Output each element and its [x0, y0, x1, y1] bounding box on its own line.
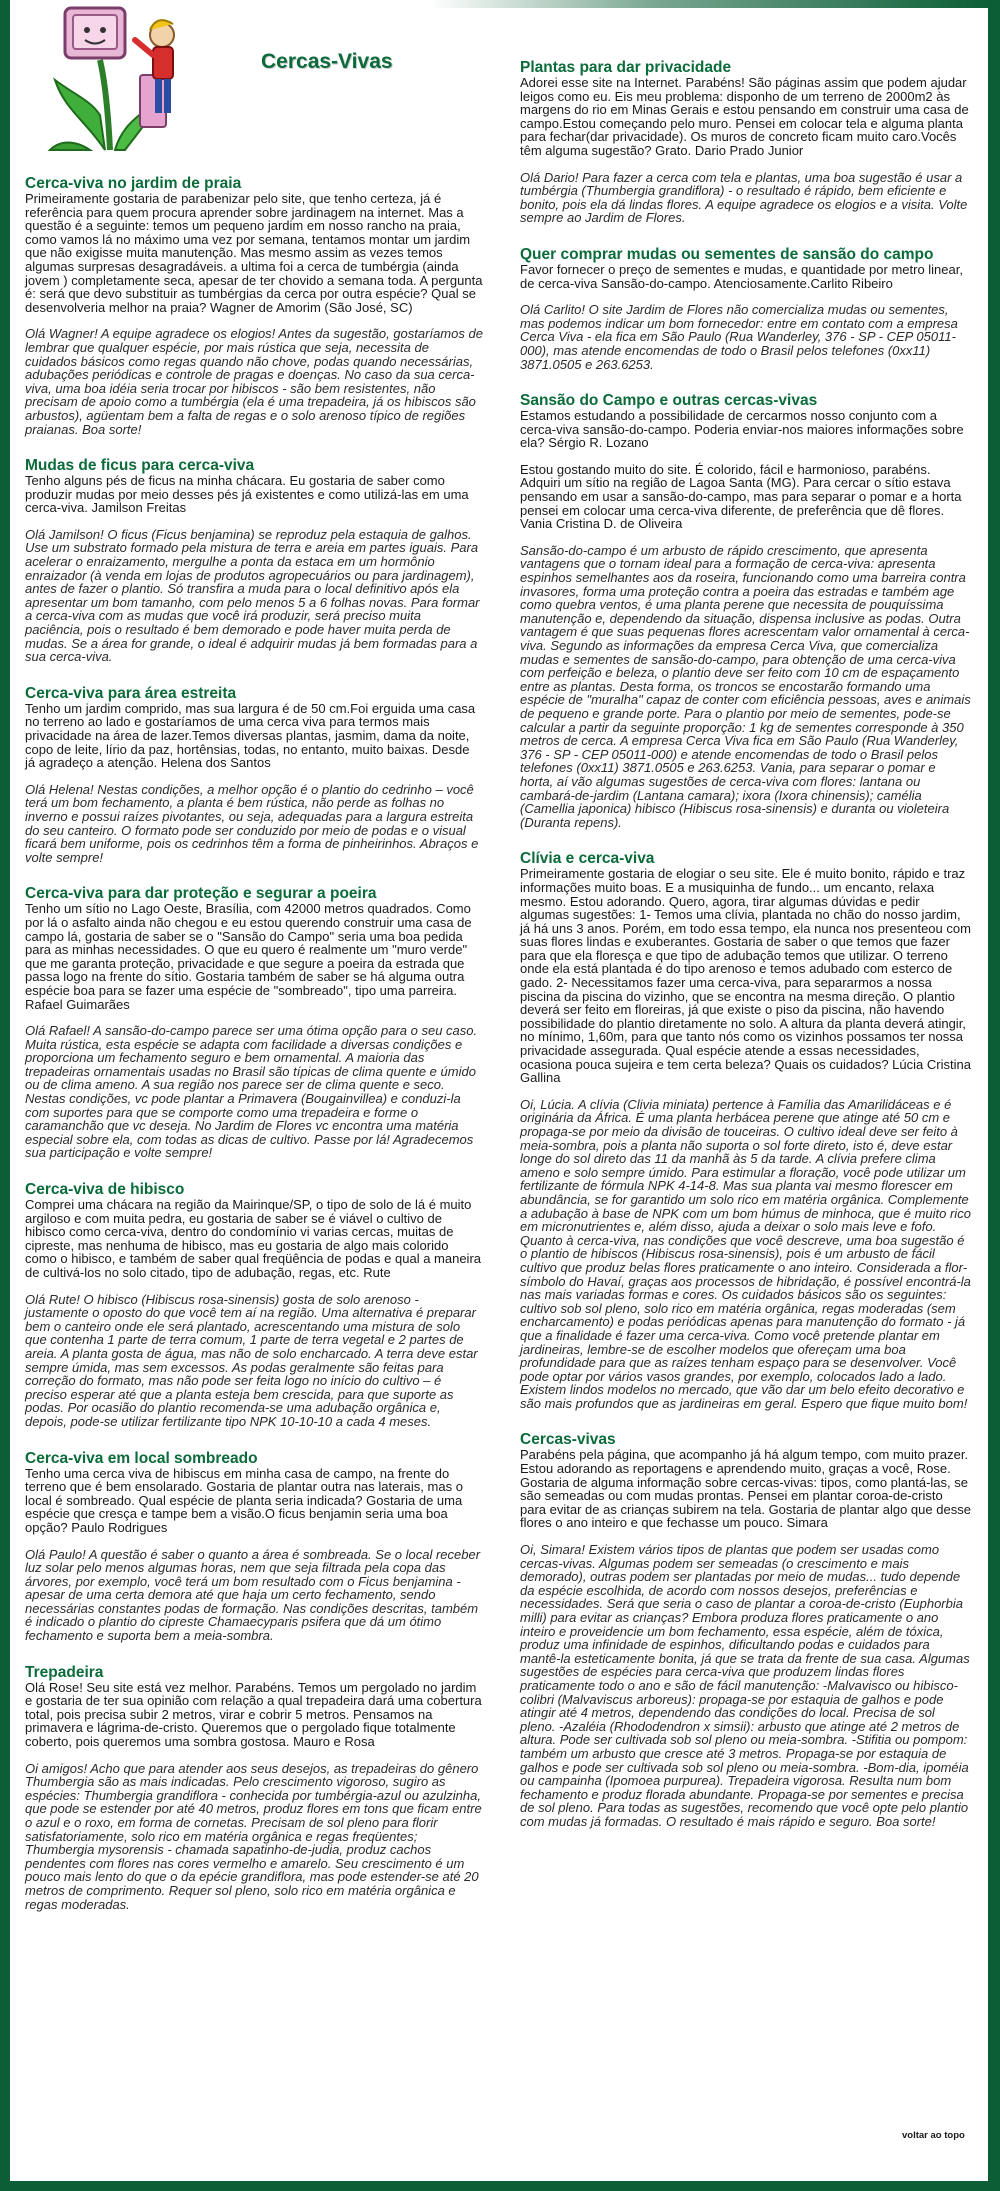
reader-question: Favor fornecer o preço de sementes e mudas, e quantidade por metro linear, de cerca-viva Sansão-do-campo. Atenciosamente.Carlito Ribeiro [520, 261, 963, 291]
article-title: Sansão do Campo e outras cercas-vivas [520, 392, 818, 410]
back-to-top-link[interactable]: voltar ao topo [902, 2130, 965, 2141]
reader-question: Estou gostando muito do site. É colorido, fácil e harmonioso, parabéns. Adquiri um sítio na região de Lagoa Santa (MG). Para cercar o sítio estava pensando em usar a sansão-do-campo, mas para separar o pomar e a horta pensei em colocar uma cerca-viva diferente, de preferência que dê flores. Vania Cristina D. de Oliveira [520, 461, 962, 532]
article-title: Cerca-viva em local sombreado [25, 1449, 258, 1467]
editor-answer: Olá Helena! Nestas condições, a melhor opção é o plantio do cedrinho – você terá um bom fechamento, a planta é bem rústica, não perde as folhas no inverno e possui raízes pivotantes, ou seja, adequadas para a largura estreita do seu canteiro. O formato pode ser conduzido por meio de podas e o visual ficará bem uniforme, pois os cedrinhos têm a forma de pinheirinhos. Abraços e volte sempre! [25, 781, 479, 865]
reader-question: Tenho uma cerca viva de hibiscus em minha casa de campo, na frente do terreno que é bem ensolarado. Gostaria de plantar outra nas laterais, mas o local é sombreado. Qual espécie de planta seria indicada? Gostaria de uma espécie que cresça e tampe bem a visão.O ficus benjamin seria uma boa opção? Paulo Rodrigues [25, 1465, 463, 1535]
article-cerca-viva-para-dar-protecao-e-segurar-a-poeira [25, 886, 483, 1160]
article-title: Cerca-viva de hibisco [25, 1181, 185, 1199]
reader-question: Estamos estudando a possibilidade de cercarmos nosso conjunto com a cerca-viva sansão-do-campo. Poderia enviar-nos maiores informações sobre ela? Sérgio R. Lozano [520, 408, 964, 451]
article-title: Mudas de ficus para cerca-viva [25, 457, 255, 475]
frame-left [0, 0, 10, 2191]
editor-answer: Olá Rafael! A sansão-do-campo parece ser uma ótima opção para o seu caso. Muita rústica, esta espécie se adapta com facilidade a diversas condições e proporciona um fechamento seguro e bem ornamental. A maioria das trepadeiras ornamentais usadas no Brasil são típicas de clima quente e úmido ou de clima ameno. A sua região nos parece ser de clima quente e seco. Nestas condições, vc pode plantar a Primavera (Bougainvillea) e conduzi-la com suportes para que se comporte como uma trepadeira e forme o caramanchão que vc deseja. No Jardim de Flores vc encontra uma matéria especial sobre ela, com todas as dicas de cultivo. Passe por lá! Agradecemos sua participação e volte sempre! [25, 1023, 478, 1161]
article-cerca-viva-no-jardim-de-praia [25, 176, 483, 436]
reader-question: Parabéns pela página, que acompanho já há algum tempo, com muito prazer. Estou adorando as reportagens e aprendendo muito, graças a você, Rose. Gostaria de alguma informação sobre cercas-vivas: tipos, como plantá-las, se são semeadas ou com mudas prontas. Pensei em plantar coroa-de-cristo para evitar de as crianças subirem na tela. Gostaria de plantar algo que desse flores o ano inteiro e que fechasse um pouco. Simara [520, 1447, 971, 1531]
article-cerca-viva-de-hibisco [25, 1182, 483, 1429]
article-title: Plantas para dar privacidade [520, 59, 732, 76]
left-column [25, 0, 483, 1933]
reader-question: Tenho um sítio no Lago Oeste, Brasília, com 42000 metros quadrados. Como por lá o asfalto ainda não chegou e eu estou querendo construir uma casa de campo lá, gostaria de saber se o "Sansão do Campo" seria uma boa pedida para as minhas necessidades. O que eu quero é realmente um "muro verde" que me garanta proteção, privacidade e que segure a poeira da estrada que passa logo na frente do sítio. Gostaria também de saber se há alguma outra espécie boa para se fazer uma espécie de "sombreado", tipo uma parreira. Rafael Guimarães [25, 901, 472, 1012]
editor-answer: Olá Paulo! A questão é saber o quanto a área é sombreada. Se o local receber luz solar pelo menos algumas horas, nem que seja filtrada pela copa das árvores, por exemplo, você terá um bom resultado com o Ficus benjamina - apesar de uma certa demora até que haja um certo fechamento, sendo necessárias constantes podas de formação. Nas condições descritas, também é indicado o plantio do cipreste Chamaecyparis psifera que dá um ótimo fechamento e suporta bem a meia-sombra. [25, 1546, 481, 1644]
editor-answer: Oi, Simara! Existem vários tipos de plantas que podem ser usadas como cercas-vivas. Algumas podem ser semeadas (o crescimento e mais demorado), outras podem ser plantadas por meio de mudas... tudo depende da espécie escolhida, de acordo com nossos desejos, preferências e necessidades. Será que seria o caso de plantar a coroa-de-cristo (Euphorbia milli) para evitar as crianças? Embora produza flores praticamente o ano inteiro e proveidencie um bom fechamento, essa espécie, além de tóxica, produz uma infinidade de espinhos, dificultando podas e cuidados para mantê-la esteticamente bonita, já que se trata da frente de sua casa. Algumas sugestões de espécies para cerca-viva que produzem lindas flores praticamente todo o ano e são de fácil manutenção: -Malvavisco ou hibisco-colibri (Malvaviscus arboreus): propaga-se por estaquia de galhos e pode atingir até 4 metros, dependendo das condições do local. Precisa de sol pleno. -Azaléia (Rhododendron x simsii): arbusto que atinge até 2 metros de altura. Pode ser cultivada sob sol pleno ou meia-sombra. -Stifitia ou pompom: também um arbusto que cresce até 3 metros. Propaga-se por estaquia de galhos e pode ser cultivada sob sol pleno ou meia-sombra. -Bom-dia, ipoméia ou campainha (Ipomoea purpurea). Trepadeira vigorosa. Resulta num bom fechamento e produz florada abundante. Propaga-se por sementes e precisa de sol pleno. Para todas as sugestões, recomendo que você opte pelo plantio com mudas já formadas. O resultado é mais rápido e seguro. Boa sorte! [520, 1542, 970, 1829]
article-trepadeira [25, 1665, 483, 1912]
editor-answer: Olá Jamilson! O ficus (Ficus benjamina) se reproduz pela estaquia de galhos. Use um substrato formado pela mistura de terra e areia em partes iguais. Para acelerar o enraizamento, mergulhe a ponta da estaca em um hormônio enraizador (à venda em lojas de produtos agropecuários ou para jardinagem), antes de fazer o plantio. Só transfira a muda para o local definitivo após ela apresentar um bom tamanho, com pelo menos 5 a 6 folhas novas. Para formar a cerca-viva com as mudas que você irá produzir, será preciso muita paciência, pois o resultado é bem demorado e pode haver muita perda de mudas. Se a área for grande, o ideal é adquirir mudas já bem formadas para a sua cerca-viva. [25, 526, 480, 665]
article-mudas-de-ficus-para-cerca-viva [25, 458, 483, 664]
editor-answer: Olá Carlito! O site Jardim de Flores não comercializa mudas ou sementes, mas podemos indicar um bom fornecedor: entre em contato com a empresa Cerca Viva - ela fica em São Paulo (Rua Wanderley, 376 - SP - CEP 05011-000), mas atende encomendas de todo o Brasil pelos telefones (0xx11) 3871.0505 e 263.6253. [520, 302, 958, 372]
editor-answer: Olá Dario! Para fazer a cerca com tela e plantas, uma boa sugestão é usar a tumbérgia (Thumbergia grandiflora) - o resultado é rápido, bem eficiente e bonito, pois ela dá lindas flores. A equipe agradece os elogios e a visita. Volte sempre ao Jardim de Flores. [520, 169, 968, 226]
reader-question: Primeiramente gostaria de elogiar o seu site. Ele é muito bonito, rápido e traz informações muito boas. E a musiquinha de fundo... um encanto, relaxa mesmo. Estou adorando. Quero, agora, tirar algumas dúvidas e pedir algumas sugestões: 1- Temos uma clívia, plantada no chão do nosso jardim, já há uns 3 anos. Porém, em todo essa tempo, ela nunca nos presenteou com suas flores lindas e exuberantes. Gostaria de saber o que temos que fazer para que ela floresça e que tipo de adubação temos que utilizar. O terreno onde ela está plantada é do tipo arenoso e temos adubado com esterco de gado. 2- Necessitamos fazer uma cerca-viva, para separarmos a nossa piscina da piscina do vizinho, que se encontra na mesma direção. O plantio deverá ser feito em floreiras, já que existe o piso da piscina, não havendo possibilidade do plantio diretamente no solo. A altura da planta deverá atingir, no mínimo, 1,60m, para que tanto nós como os vizinhos possamos ter nossa privacidade assegurada. Qual espécie atende a essas necessidades, ocasiona pouca sujeira e tem certa beleza? Quais os cuidados? Lúcia Cristina Gallina [520, 866, 971, 1086]
frame-right [988, 0, 1000, 2191]
site-title: Cercas-Vivas [261, 50, 393, 73]
article-title: Clívia e cerca-viva [520, 850, 655, 868]
editor-answer: Olá Wagner! A equipe agradece os elogios! Antes da sugestão, gostaríamos de lembrar que qualquer espécie, por mais rústica que seja, necessita de cuidados básicos como regas quando não chove, podas quando necessárias, adubações periódicas e controle de pragas e doenças. No caso da sua cerca-viva, uma boa idéia seria trocar por hibiscos - são bem resistentes, não precisam de apoio como a tumbérgia (ela é uma trepadeira, já os hibiscos são arbustos), agüentam bem a falta de regas e o solo arenoso típico de regiões praianas. Boa sorte! [25, 326, 483, 437]
article-title: Cercas-vivas [520, 1431, 616, 1449]
article-cercas-vivas [520, 1432, 972, 1828]
article-plantas-para-dar-privacidade [520, 60, 972, 225]
reader-question: Olá Rose! Seu site está vez melhor. Parabéns. Temos um pergolado no jardim e gostaria de ter sua opinião com relação a qual trepadeira dará uma cobertura total, pois precisa subir 2 metros, virar e cobrir 5 metros. Pensamos na primavera e lágrima-de-cristo. Queremos que o pergolado fique totalmente coberto, pois queremos uma sombra gostosa. Mauro e Rosa [25, 1679, 482, 1750]
article-cerca-viva-para-area-estreita [25, 686, 483, 865]
editor-answer: Oi, Lúcia. A clívia (Clivia miniata) pertence à Família das Amarilidáceas e é originária da África. É uma planta herbácea perene que atinge até 50 cm e propaga-se por meio da divisão de touceiras. O cultivo ideal deve ser feito à meia-sombra, pois a planta não suporta o sol forte direto, isto é, deve estar longe do sol direto das 11 da manhã às 5 da tarde. A clívia prefere clima ameno e solo sempre úmido. Para estimular a floração, você pode utilizar um fertilizante de fórmula NPK 4-14-8. Mas sua planta vai mesmo florescer em abundância, se for garantido um solo rico em matéria orgânica. Complemente a adubação à base de NPK com um bom húmus de minhoca, que é muito rico em micronutrientes e, além disso, ajuda a deixar o solo mais leve e fofo. Quanto à cerca-viva, nas condições que você descreve, uma boa sugestão é o plantio de hibiscos (Hibiscus rosa-sinensis), pois é um arbusto de fácil cultivo que produz belas flores praticamente o ano inteiro. Considerada a flor-símbolo do Havaí, graças aos processos de hibridação, é possível encontrá-la nas mais variadas formas e cores. Os cuidados básicos são os seguintes: cultivo sob sol pleno, solo rico em matéria orgânica, regas moderadas (sem encharcamento) e podas periódicas apenas para manutenção do formato - já que a finalidade é fazer uma cerca-viva. Como você pretende plantar em jardineiras, lembre-se de escolher modelos que ofereçam uma boa profundidade para que as raízes tenham espaço para se desenvolver. Você pode optar por vários vasos grandes, por exemplo, colocados lado a lado. Existem lindos modelos no mercado, que vão dar um belo efeito decorativo e são mais profundos que as jardineiras em geral. Espero que fique muito bom! [520, 1096, 971, 1411]
article-quer-comprar-mudas-ou-sementes-de-sansao-do-campo [520, 247, 972, 371]
reader-question: Comprei uma chácara na região da Mairinque/SP, o tipo de solo de lá é muito argiloso e com muita pedra, eu gostaria de saber se é viável o cultivo de hibisco como cerca-viva, dentro do condomínio vi varias cercas, muitas de cipreste, mas nenhuma de hibisco, mas eu gostaria de algo mais colorido como o hibisco, e também de saber qual freqüência de podas e qual a maneira de cultivá-los no solo citado, tipo de adubação, regas, etc. Rute [25, 1197, 482, 1280]
article-title: Cerca-viva para área estreita [25, 684, 237, 702]
reader-question: Adorei esse site na Internet. Parabéns! São páginas assim que podem ajudar leigos como eu. Eis meu problema: disponho de um terreno de 2000m2 às margens do rio em Minas Gerais e estou pensando em construir uma casa de campo.Estou começando pelo muro. Pensei em colocar tela e alguma planta para fechar(dar privacidade). Os muros de concreto ficam muito caro.Vocês têm alguma sugestão? Grato. Dario Prado Junior [520, 75, 969, 158]
reader-question: Tenho um jardim comprido, mas sua largura é de 50 cm.Foi erguida uma casa no terreno ao lado e gostaríamos de uma cerca viva para termos mais privacidade na área de lazer.Temos diversas plantas, jasmim, dama da noite, copo de leite, lírio da paz, hortênsias, todas, no entanto, muito baixas. Desde já agradeço a atenção. Helena dos Santos [25, 700, 476, 771]
editor-answer: Sansão-do-campo é um arbusto de rápido crescimento, que apresenta vantagens que o tornam ideal para a formação de cerca-viva: apresenta espinhos semelhantes aos da roseira, funcionando como uma barreira contra invasores, forma uma proteção contra a poeira das estradas e também age como quebra ventos, é uma planta perene que necessita de pouquíssima manutenção e, dependendo da situação, dispensa inclusive as podas. Outra vantagem é que suas pequenas flores acrescentam valor ornamental à cerca-viva. Segundo as informações da empresa Cerca Viva, que comercializa mudas e sementes de sansão-do-campo, para obtenção de uma cerca-viva com perfeição e beleza, o plantio deve ser feito com 10 cm de espaçamento entre as plantas. Desta forma, os troncos se encostarão formando uma espécie de "muralha" capaz de conter com eficiência pessoas, aves e animais de pequeno e grande porte. Para o plantio por meio de sementes, pode-se calcular a partir da seguinte proporção: 1 kg de sementes corresponde à 350 metros de cerca. A empresa Cerca Viva fica em São Paulo (Rua Wanderley, 376 - SP - CEP 05011-000) e atende encomendas de todo o Brasil pelos telefones (0xx11) 3871.0505 e 263.6253. Vania, para separar o pomar e horta, aí vão algumas sugestões de cerca-viva com flores: lantana ou cambará-de-jardim (Lantana camara); ixora (Ixora chinensis); camélia (Camellia japonica) hibisco (Hibiscus rosa-sinensis) e duranta ou violeteira (Duranta repens). [520, 542, 971, 830]
frame-bottom [0, 2181, 1000, 2191]
reader-question: Primeiramente gostaria de parabenizar pelo site, que tenho certeza, já é referência para quem procura aprender sobre jardinagem na internet. Mas a questão é a seguinte: temos um pequeno jardim em nosso rancho na praia, como vamos lá no máximo uma vez por semana, tentamos montar um jardim que não exigisse muita manutenção. Mas mesmo assim as vezes temos algumas surpresas desagradáveis. a ultima foi a cerca de tumbérgia (ainda jovem ) completamente seca, apesar de ter chovido a semana toda. A pergunta é: será que devo substituir as tumbérgias da cerca por outra espécie? Qual se desenvolveria melhor na praia? Wagner de Amorim (São José, SC) [25, 191, 483, 315]
left-article-list [25, 176, 483, 1911]
right-article-list [520, 60, 972, 1829]
article-title: Cerca-viva no jardim de praia [25, 175, 242, 192]
editor-answer: Olá Rute! O hibisco (Hibiscus rosa-sinensis) gosta de solo arenoso - justamente o oposto do que você tem aí na região. Uma alternativa é preparar bem o canteiro onde ele será plantado, acrescentando uma mistura de solo que contenha 1 parte de terra comum, 1 parte de terra vegetal e 2 partes de areia. A planta gosta de água, mas não de solo encharcado. A terra deve estar sempre úmida, mas sem excessos. As podas geralmente são feitas para correção do formato, mas não pode ser feita logo no início do cultivo – é preciso esperar até que a planta esteja bem crescida, para que suporte as podas. Por ocasião do plantio recomenda-se uma adubação orgânica e, depois, pode-se utilizar fertilizante tipo NPK 10-10-10 a cada 4 meses. [25, 1291, 478, 1429]
article-title: Quer comprar mudas ou sementes de sansão do campo [520, 245, 934, 263]
article-title: Trepadeira [25, 1663, 104, 1681]
article-sansao-do-campo-e-outras-cercas-vivas [520, 393, 972, 829]
page-header [25, 0, 483, 176]
right-column [520, 0, 972, 1851]
article-clivia-e-cerca-viva [520, 851, 972, 1410]
article-cerca-viva-em-local-sombreado [25, 1451, 483, 1643]
reader-question: Tenho alguns pés de ficus na minha chácara. Eu gostaria de saber como produzir mudas por meio desses pés já existentes e como utilizá-las em uma cerca-viva. Jamilson Freitas [25, 473, 469, 516]
article-title: Cerca-viva para dar proteção e segurar a poeira [25, 885, 377, 903]
editor-answer: Oi amigos! Acho que para atender aos seus desejos, as trepadeiras do gênero Thumbergia são as mais indicadas. Pelo crescimento vigoroso, sugiro as espécies: Thumbergia grandiflora - conhecida por tumbérgia-azul ou azulzinha, que pode se estender por até 40 metros, produz flores em tons que ficam entre o azul e o roxo, em forma de cornetas. Precisam de sol pleno para florir satisfatoriamente, solo rico em matéria orgânica e regas freqüentes; Thumbergia mysorensis - chamada sapatinho-de-judia, produz cachos pendentes com flores nas cores vermelho e amarelo. Seu crescimento é um pouco mais lento do que o da epécie grandiflora, mas pode estender-se até 20 metros de comprimento. Requer sol pleno, solo rico em matéria orgânica e regas moderadas. [25, 1760, 482, 1912]
plant-monitor-mascot-icon [45, 0, 185, 160]
